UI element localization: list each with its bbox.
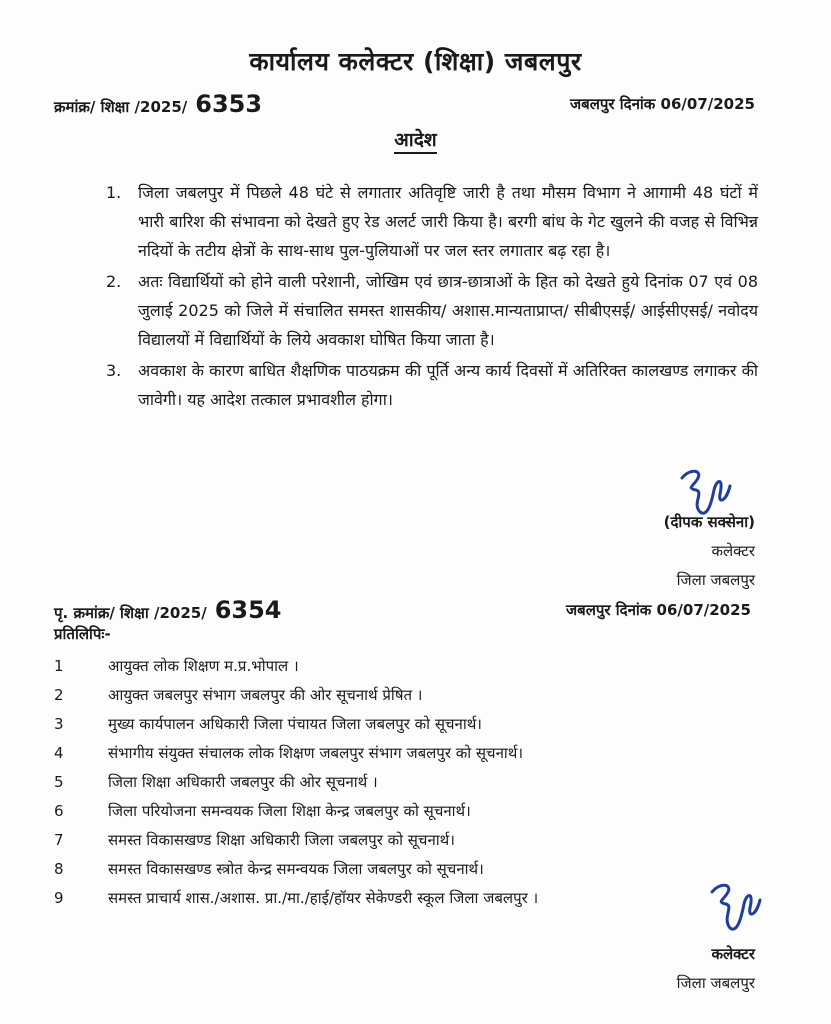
copy-text: मुख्य कार्यपालन अधिकारी जिला पंचायत जिला जबलपुर को सूचनार्थ।	[108, 715, 482, 733]
signatory-designation: कलेक्टर	[711, 542, 755, 560]
reference-prefix: क्रमांक्र/ शिक्षा /2025/	[54, 98, 188, 116]
point-text: जिला जबलपुर में पिछले 48 घंटे से लगातार अतिवृष्टि जारी है तथा मौसम विभाग ने आगामी 48 घंटों में भारी बारिश की संभावना को देखते हुए रेड अलर्ट जारी किया है। बरगी बांध के गेट खुलने की वजह से विभिन्न नदियों के तटीय क्षेत्रों के साथ-साथ पुल-पुलियाओं पर जल स्तर लगातार बढ़ रहा है।	[138, 183, 758, 260]
copy-number: 2	[54, 686, 64, 704]
office-title: कार्यालय कलेक्टर (शिक्षा) जबलपुर	[249, 47, 582, 76]
copy-number: 1	[54, 657, 64, 675]
copy-number: 7	[54, 831, 64, 849]
order-heading	[0, 126, 831, 152]
endorsement-signatory	[677, 940, 755, 998]
list-item	[54, 681, 774, 710]
order-point	[106, 267, 758, 354]
point-number: 1.	[106, 183, 122, 202]
copy-text: समस्त विकासखण्ड स्त्रोत केन्द्र समन्वयक जिला जबलपुर को सूचनार्थ।	[108, 860, 484, 878]
copy-text: समस्त प्राचार्य शास./अशास. प्रा./मा./हाई/हॉयर सेकेण्डरी स्कूल जिला जबलपुर ।	[108, 889, 539, 907]
list-item	[54, 855, 774, 884]
reference-number	[54, 90, 262, 118]
order-date: जबलपुर दिनांक 06/07/2025	[570, 95, 755, 113]
copy-number: 5	[54, 773, 64, 791]
order-heading-text: आदेश	[394, 129, 436, 154]
signatory-district: जिला जबलपुर	[676, 571, 755, 589]
signature-icon	[698, 876, 778, 940]
copy-heading: प्रतिलिपिः-	[54, 625, 111, 643]
endorsement-sign-district: जिला जबलपुर	[676, 974, 755, 992]
copy-number: 8	[54, 860, 64, 878]
signatory-block	[664, 508, 755, 595]
copy-number: 6	[54, 802, 64, 820]
copy-number: 3	[54, 715, 64, 733]
list-item	[54, 826, 774, 855]
point-text: अवकाश के कारण बाधित शैक्षणिक पाठयक्रम की पूर्ति अन्य कार्य दिवसों में अतिरिक्त कालखण्ड लगाकर की जावेगी। यह आदेश तत्काल प्रभावशील होगा।	[138, 361, 758, 409]
list-item	[54, 739, 774, 768]
endorsement-serial: 6354	[214, 596, 282, 624]
copy-number: 4	[54, 744, 64, 762]
order-points	[106, 178, 758, 416]
list-item	[54, 768, 774, 797]
copy-text: आयुक्त लोक शिक्षण म.प्र.भोपाल ।	[108, 657, 299, 675]
list-item	[54, 652, 774, 681]
copy-number: 9	[54, 889, 64, 907]
copy-text: जिला शिक्षा अधिकारी जबलपुर की ओर सूचनार्थ ।	[108, 773, 378, 791]
reference-serial: 6353	[195, 90, 263, 118]
point-number: 2.	[106, 272, 122, 291]
order-point	[106, 178, 758, 265]
signatory-name: (दीपक सक्सेना)	[663, 513, 755, 531]
point-number: 3.	[106, 361, 122, 380]
copy-text: आयुक्त जबलपुर संभाग जबलपुर की ओर सूचनार्थ प्रेषित ।	[108, 686, 423, 704]
point-text: अतः विद्यार्थियों को होने वाली परेशानी, जोखिम एवं छात्र-छात्राओं के हित को देखते हुये दिनांक 07 एवं 08 जुलाई 2025 को जिले में संचालित समस्त शासकीय/ अशास.मान्यताप्राप्त/ सीबीएसई/ आईसीएसई/ नवोदय विद्यालयों में विद्यार्थियों के लिये अवकाश घोषित किया जाता है।	[138, 272, 758, 349]
copy-text: संभागीय संयुक्त संचालक लोक शिक्षण जबलपुर संभाग जबलपुर को सूचनार्थ।	[108, 744, 524, 762]
copy-text: समस्त विकासखण्ड शिक्षा अधिकारी जिला जबलपुर को सूचनार्थ।	[108, 831, 455, 849]
list-item	[54, 797, 774, 826]
copy-list	[54, 652, 774, 913]
copy-text: जिला परियोजना समन्वयक जिला शिक्षा केन्द्र जबलपुर को सूचनार्थ।	[108, 802, 471, 820]
list-item	[54, 884, 774, 913]
endorsement-date: जबलपुर दिनांक 06/07/2025	[566, 601, 751, 619]
endorsement-prefix: पृ. क्रमांक्र/ शिक्षा /2025/	[54, 604, 207, 622]
list-item	[54, 710, 774, 739]
order-point	[106, 356, 758, 414]
endorsement-reference	[54, 596, 282, 624]
endorsement-sign-role: कलेक्टर	[711, 945, 755, 963]
